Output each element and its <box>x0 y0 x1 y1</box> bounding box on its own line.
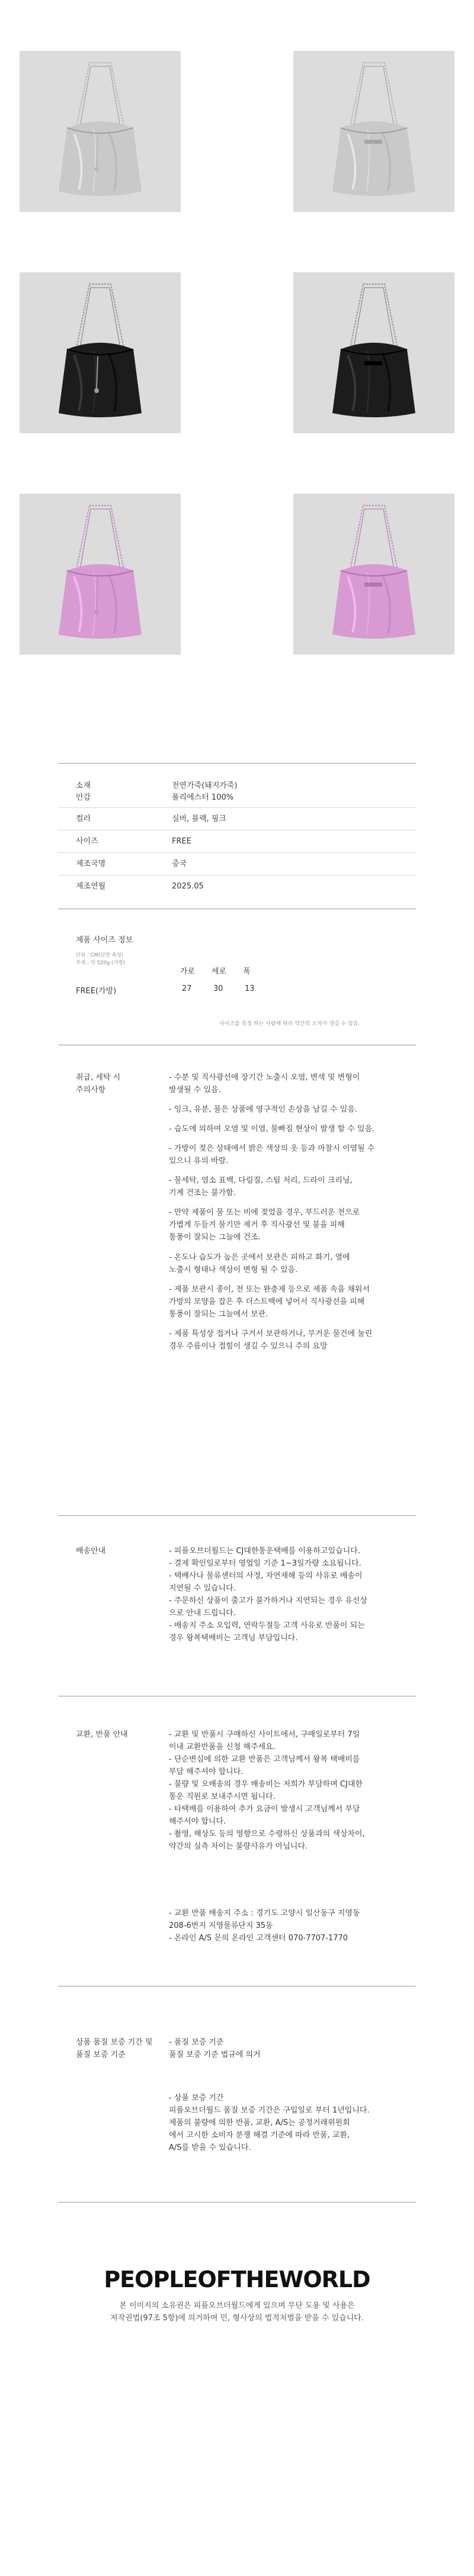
care-item: - 습도에 의하여 오염 및 이염, 물빠짐 현상이 발생 할 수 있음. <box>169 1125 375 1134</box>
spec-label-color: 컬러 <box>76 814 91 823</box>
spec-value-date: 2025.05 <box>172 882 204 891</box>
returns-label: 교환, 반품 안내 <box>76 1730 128 1739</box>
size-header-width: 가로 <box>180 967 196 976</box>
product-photo-silver-front <box>20 51 181 212</box>
product-photo-silver-back <box>293 51 454 212</box>
warranty-list <box>169 2036 430 2161</box>
shipping-item: - 택배사나 물류센터의 사정, 자연재해 등의 사유로 배송이 지연될 수 있습니다. <box>169 1572 363 1593</box>
size-row-label: FREE(가방) <box>76 987 117 996</box>
size-note-unit: 단위 : CM(단면 측정) <box>76 952 124 958</box>
warranty-item: - 상품 보증 기간 피플오브더월드 품질 보증 기간은 구입일로 부터 1년입니다. 제품의 불량에 의한 반품, 교환, A/S는 공정거래위원회 에서 고시한 소비자 분쟁 해결 기준에 따라 반품, 교환, A/S를 받을 수 있습니다. <box>169 2094 370 2153</box>
spec-label-date: 제조연월 <box>76 882 106 891</box>
product-photo-black-front <box>20 272 181 433</box>
size-info-title: 제품 사이즈 정보 <box>76 936 133 945</box>
size-value-width: 27 <box>182 984 192 993</box>
handbag-image <box>293 494 454 655</box>
returns-item: - 불량 및 오배송의 경우 배송비는 저희가 부담하며 CJ대한 통운 직원로 보내주시면 됩니다. <box>169 1780 363 1802</box>
returns-contact <box>169 1907 441 1944</box>
product-photo-pink-back <box>293 494 454 655</box>
spec-label-material: 소재 <box>76 781 91 790</box>
shipping-item: - 배송지 주소 오입력, 연락두절등 고객 사유로 반품이 되는 경우 왕복택배비는 고객님 부담입니다. <box>169 1621 365 1643</box>
care-list <box>169 1071 424 1360</box>
warranty-label: 상품 품질 보증 기간 및 품질 보증 기준 <box>76 2038 153 2060</box>
care-item: - 수분 및 직사광선에 장기간 노출시 오염, 변색 및 변형이 발생될 수 있음. <box>169 1073 360 1095</box>
care-label: 취급, 세탁 시 주의사항 <box>76 1073 121 1095</box>
spec-label-country: 제조국명 <box>76 859 106 868</box>
handbag-image <box>293 272 454 433</box>
spec-value-material: 천연가죽(돼지가죽) <box>172 781 238 790</box>
care-item: - 물세탁, 염소 표백, 다림질, 스팀 처리, 드라이 크리닝, 기계 건조는 불가함. <box>169 1176 353 1198</box>
spec-value-lining: 폴리에스터 100% <box>172 793 234 802</box>
care-item: - 제품 보관시 종이, 천 또는 완충재 등으로 제품 속을 채워서 가방의 모양을 잡은 후 더스트백에 넣어서 직사광선을 피해 통풍이 잘되는 그늘에서 보관. <box>169 1284 370 1319</box>
care-item: - 가방이 젖은 상태에서 밝은 색상의 옷 등과 마찰시 이염될 수 있으니 유의 바람. <box>169 1144 375 1166</box>
spec-value-size: FREE <box>172 837 191 846</box>
spec-value-country: 중국 <box>172 859 187 868</box>
size-value-depth: 13 <box>245 984 255 993</box>
returns-list <box>169 1728 430 1853</box>
returns-address: - 교환 반품 배송지 주소 : 경기도 고양시 일산동구 지영동 208-6번지 지영물류단지 35동 <box>169 1909 360 1931</box>
shipping-item: - 주문하신 상품이 출고가 불가하거나 지연되는 경우 유선상 으로 안내 드립니다. <box>169 1596 368 1618</box>
handbag-image <box>20 51 181 212</box>
care-item: - 잉크, 유분, 물은 상품에 영구적인 손상을 남길 수 있음. <box>169 1105 357 1115</box>
divider <box>58 1515 416 1516</box>
care-item: - 온도나 습도가 높은 곳에서 보관은 피하고 화기, 열에 노출시 형태나 색상이 변형 될 수 있음. <box>169 1252 350 1274</box>
returns-item: - 단순변심에 의한 교환 반품은 고객님께서 왕복 택배비를 부담 해주셔야 합니다. <box>169 1755 360 1777</box>
size-footnote: 사이즈를 측정 하는 사람에 따라 약간의 오차가 생길 수 있음. <box>219 1021 360 1027</box>
size-header-height: 세로 <box>212 967 227 976</box>
divider <box>58 852 416 853</box>
brand-logo: PEOPLEOFTHEWORLD <box>104 2266 370 2292</box>
handbag-image <box>20 494 181 655</box>
spec-value-color: 실버, 블랙, 핑크 <box>172 814 226 823</box>
size-note-weight: 무게 : 약 520g (가방) <box>76 960 125 966</box>
returns-as-contact: - 온라인 A/S 문의 온라인 고객센터 070-7707-1770 <box>169 1934 348 1943</box>
care-item: - 제품 특성상 접거나 구겨서 보관하거나, 무거운 물건에 눌린 경우 주름이나 접힘이 생길 수 있으니 주의 요망 <box>169 1329 373 1351</box>
returns-item: - 타택배를 이용하여 추가 요금이 발생시 고객님께서 부담 해주셔야 합니다. <box>169 1805 360 1827</box>
shipping-list <box>169 1545 424 1644</box>
size-header-depth: 폭 <box>243 967 251 976</box>
product-photo-pink-front <box>20 494 181 655</box>
copyright-notice: 본 이미지의 소유권은 피플오브더월드에게 있으며 무단 도용 및 사용은 저작권법(97조 5항)에 의거하여 민, 형사상의 법적처벌을 받을 수 있습니다. <box>110 2301 364 2323</box>
shipping-label: 배송안내 <box>76 1547 106 1556</box>
returns-item: - 촬영, 해상도 등의 영향으로 수령하신 상품과의 색상차이, 약간의 실측 차이는 불량사유가 아닙니다. <box>169 1830 365 1852</box>
divider <box>58 807 416 808</box>
returns-item: - 교환 및 반품시 구매하신 사이트에서, 구매일로부터 7일 이내 교환반품을 신청 해주세요. <box>169 1730 360 1752</box>
warranty-item: - 품질 보증 기준 품질 보증 기준 법규에 의거 <box>169 2038 261 2060</box>
shipping-item: - 피플오브더월드는 CJ대한통운택배를 이용하고있습니다. <box>169 1547 360 1556</box>
handbag-image <box>293 51 454 212</box>
spec-label-lining: 안감 <box>76 793 91 802</box>
product-photo-black-back <box>293 272 454 433</box>
size-value-height: 30 <box>213 984 223 993</box>
divider <box>58 763 416 764</box>
spec-label-size: 사이즈 <box>76 837 98 846</box>
shipping-item: - 결제 확인일로부터 영업일 기준 1~3일가량 소요됩니다. <box>169 1559 361 1569</box>
divider <box>58 2202 416 2203</box>
handbag-image <box>20 272 181 433</box>
care-item: - 만약 제품이 물 또는 비에 젖었을 경우, 부드러운 천으로 가볍게 두들겨 물기만 제거 후 직사광선 및 불을 피해 통풍이 잘되는 그늘에 건조. <box>169 1208 360 1242</box>
